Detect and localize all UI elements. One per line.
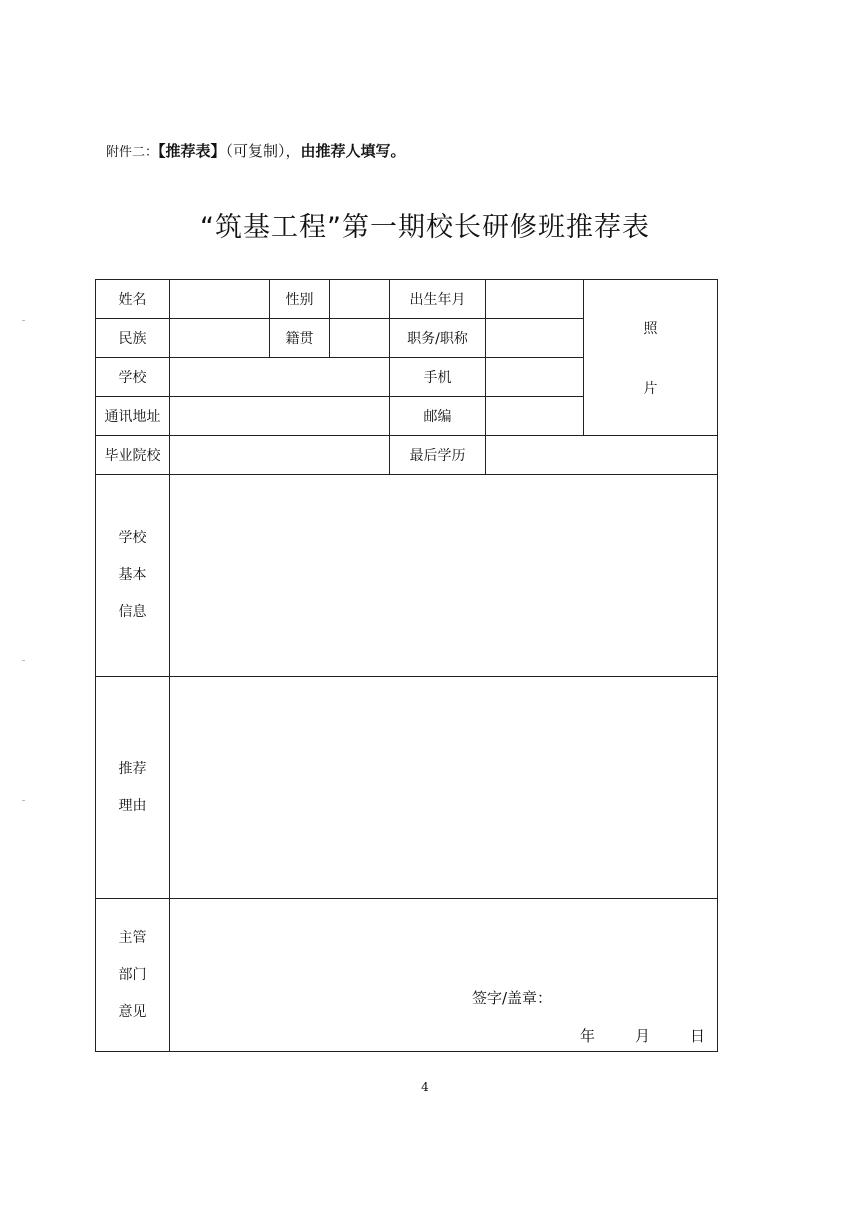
gender-label: 性别 bbox=[270, 280, 330, 319]
mobile-field[interactable] bbox=[486, 358, 584, 397]
school-info-label-line: 基本 bbox=[118, 567, 147, 583]
photo-label-2: 片 bbox=[643, 380, 658, 397]
ethnicity-field[interactable] bbox=[170, 319, 270, 358]
school-info-label-line: 信息 bbox=[118, 604, 147, 620]
dept-opinion-label-line: 意见 bbox=[118, 1003, 147, 1020]
reason-label bbox=[96, 677, 170, 899]
school-info-label-line: 学校 bbox=[118, 530, 147, 546]
recommendation-form bbox=[95, 279, 718, 1052]
highest-education-label: 最后学历 bbox=[390, 436, 486, 475]
birth-date-field[interactable] bbox=[486, 280, 584, 319]
page-number: 4 bbox=[421, 1080, 429, 1094]
dept-opinion-label bbox=[96, 899, 170, 1052]
native-place-field[interactable] bbox=[330, 319, 390, 358]
dept-opinion-label-line: 主管 bbox=[118, 929, 147, 946]
postcode-label: 邮编 bbox=[390, 397, 486, 436]
reason-label-line: 推荐 bbox=[118, 760, 147, 777]
scan-edge-mark bbox=[22, 660, 25, 661]
photo-label-1: 照 bbox=[643, 320, 658, 337]
position-title-label: 职务/职称 bbox=[390, 319, 486, 358]
position-title-field[interactable] bbox=[486, 319, 584, 358]
school-label: 学校 bbox=[96, 358, 170, 397]
graduated-school-label: 毕业院校 bbox=[96, 436, 170, 475]
address-label: 通讯地址 bbox=[96, 397, 170, 436]
dept-opinion-field[interactable] bbox=[170, 899, 718, 1052]
school-field[interactable] bbox=[170, 358, 390, 397]
attachment-form-name: 【推荐表】 bbox=[158, 142, 226, 160]
document-title: “筑基工程”第一期校长研修班推荐表 bbox=[200, 212, 650, 243]
photo-box[interactable] bbox=[584, 280, 718, 436]
reason-field[interactable] bbox=[170, 677, 718, 899]
birth-date-label: 出生年月 bbox=[390, 280, 486, 319]
highest-education-field[interactable] bbox=[486, 436, 718, 475]
address-field[interactable] bbox=[170, 397, 390, 436]
signature-label: 签字/盖章： bbox=[472, 989, 553, 1007]
attachment-instruction: 由推荐人填写。 bbox=[300, 142, 406, 160]
attachment-copy-note: （可复制）， bbox=[225, 142, 301, 160]
name-field[interactable] bbox=[170, 280, 270, 319]
signature-date bbox=[540, 1025, 705, 1046]
gender-field[interactable] bbox=[330, 280, 390, 319]
name-label: 姓名 bbox=[96, 280, 170, 319]
date-day-label: 日 bbox=[689, 1027, 705, 1045]
postcode-field[interactable] bbox=[486, 397, 584, 436]
attachment-note bbox=[106, 140, 406, 161]
school-info-field[interactable] bbox=[170, 475, 718, 677]
date-year-label: 年 bbox=[579, 1027, 595, 1045]
native-place-label: 籍贯 bbox=[270, 319, 330, 358]
ethnicity-label: 民族 bbox=[96, 319, 170, 358]
school-info-label bbox=[96, 475, 170, 677]
dept-opinion-label-line: 部门 bbox=[118, 966, 147, 983]
scan-edge-mark bbox=[22, 800, 25, 801]
attachment-prefix: 附件二： bbox=[106, 145, 159, 160]
scan-edge-mark bbox=[22, 320, 25, 321]
graduated-school-field[interactable] bbox=[170, 436, 390, 475]
mobile-label: 手机 bbox=[390, 358, 486, 397]
date-month-label: 月 bbox=[634, 1027, 650, 1045]
reason-label-line: 理由 bbox=[118, 797, 147, 814]
